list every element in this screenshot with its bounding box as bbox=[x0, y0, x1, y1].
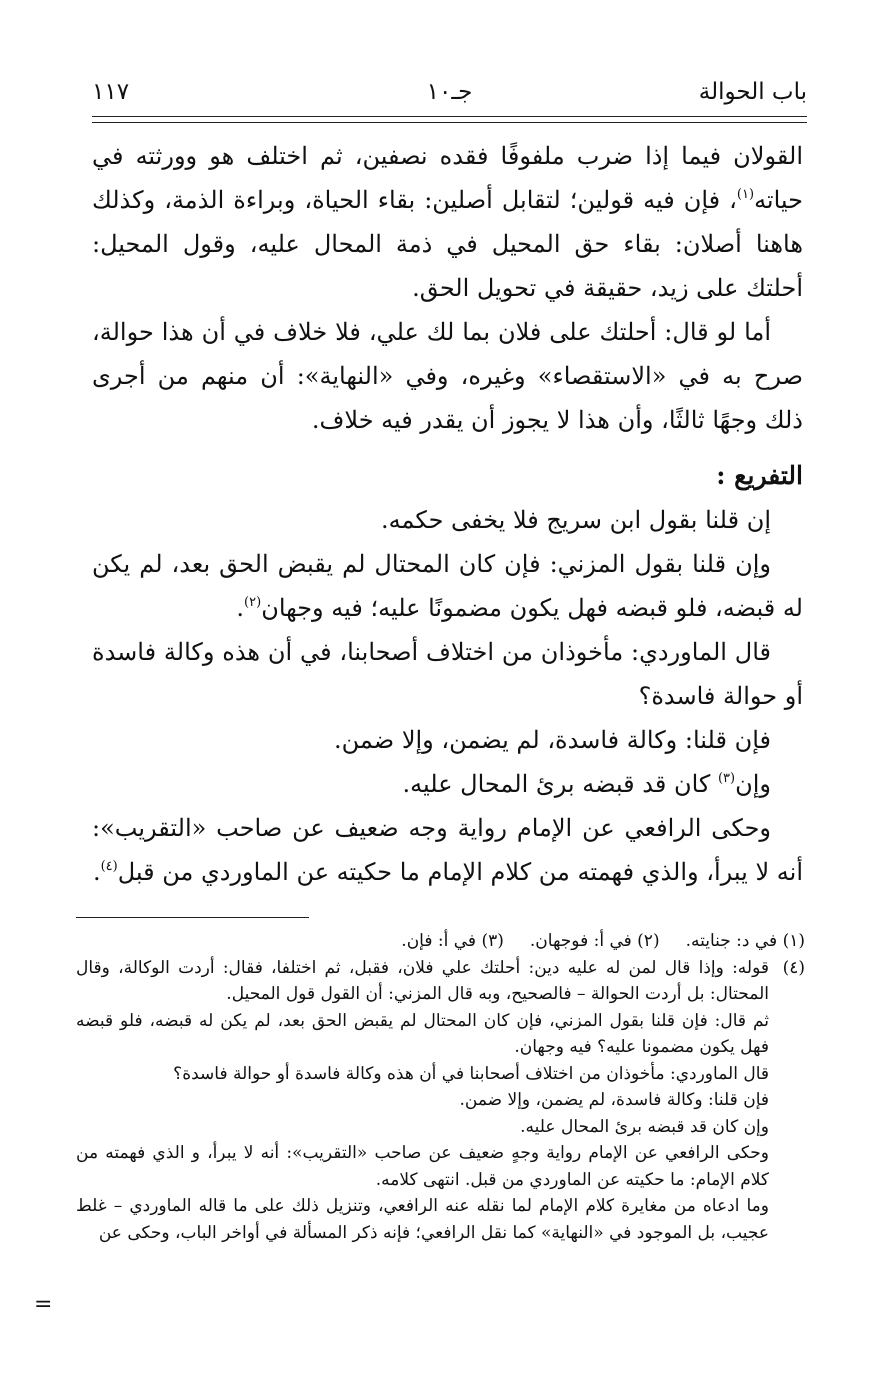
footnote-separator bbox=[76, 917, 309, 918]
footnote-2: (٢) في أ: فوجهان. bbox=[529, 931, 660, 951]
paragraph-2: أما لو قال: أحلتك على فلان بما لك علي، فلا خلاف في أن هذا حوالة، صرح به في «الاستقصاء» وغيره، وفي «النهاية»: أن منهم من أجرى ذلك وجهًا ثالثًا، وأن هذا لا يجوز أن يقدر فيه خلاف. bbox=[92, 318, 803, 434]
footnote-ref-3: (٣) bbox=[717, 771, 736, 786]
paragraph-6: فإن قلنا: وكالة فاسدة، لم يضمن، وإلا ضمن. bbox=[334, 726, 771, 754]
paragraph-4: وإن قلنا بقول المزني: فإن كان المحتال لم يقبض الحق بعد، لم يكن له قبضه، فلو قبضه فهل يكون مضمونًا عليه؛ فيه وجهان$^{(٢)}$. bbox=[92, 550, 803, 622]
continuation-mark: = bbox=[34, 1292, 53, 1317]
footnote-1: (١) في د: جنايته. bbox=[685, 931, 805, 951]
footnote-ref-1: (١) bbox=[736, 187, 755, 202]
volume-label: جـ١٠ bbox=[426, 79, 473, 105]
paragraph-7: وإن$^{(٣)}$ كان قد قبضه برئ المحال عليه. bbox=[402, 770, 771, 798]
paragraph-1: القولان فيما إذا ضرب ملفوفًا فقده نصفين، ثم اختلف هو وورثته في حياته$^{(١)}$، فإن فيه قولين؛ لتقابل أصلين: بقاء الحياة، وبراءة الذمة، وكذلك هاهنا أصلان: بقاء حق المحيل في ذمة المحال عليه، وقول المحيل: أحلتك على زيد، حقيقة في تحويل الحق. bbox=[92, 142, 804, 302]
main-text bbox=[92, 134, 803, 894]
header-rule-top bbox=[92, 116, 807, 117]
footnote-4: (٤) قوله: وإذا قال لمن له عليه دين: أحلتك علي فلان، فقبل، ثم اختلفا، فقال: أردت الوكالة، وقال المحتال: بل أردت الحوالة – فالصحيح، وبه قال المزني: أن القول قول المحيل. bbox=[76, 955, 805, 1008]
section-heading: التفريع : bbox=[716, 461, 803, 490]
footnote-ref-4: (٤) bbox=[100, 859, 118, 874]
footnote-4-line: وحكى الرافعي عن الإمام رواية وجهٍ ضعيف عن صاحب «التقريب»: أنه لا يبرأ، و الذي فهمته من كلام الإمام: ما حكيته عن الماوردي من قبل. انتهى كلامه. bbox=[76, 1143, 769, 1190]
footnote-ref-2: (٢) bbox=[244, 595, 262, 610]
footnotes bbox=[76, 928, 805, 1246]
paragraph-3: إن قلنا بقول ابن سريج فلا يخفى حكمه. bbox=[380, 506, 771, 534]
footnote-4-line: وإن كان قد قبضه برئ المحال عليه. bbox=[520, 1116, 769, 1137]
footnote-4-number: (٤) bbox=[782, 957, 805, 978]
paragraph-8: وحكى الرافعي عن الإمام رواية وجه ضعيف عن صاحب «التقريب»: أنه لا يبرأ، والذي فهمته من كلام الإمام ما حكيته عن الماوردي من قبل$^{(٤)}$. bbox=[92, 814, 803, 886]
paragraph-5: قال الماوردي: مأخوذان من اختلاف أصحابنا، في أن هذه وكالة فاسدة أو حوالة فاسدة؟ bbox=[92, 638, 803, 710]
footnote-row-1 bbox=[76, 928, 805, 955]
footnote-4-line: فإن قلنا: وكالة فاسدة، لم يضمن، وإلا ضمن. bbox=[459, 1090, 769, 1110]
running-header bbox=[92, 72, 807, 112]
footnote-3: (٣) في أ: فإن. bbox=[401, 931, 504, 951]
footnote-4-line: ثم قال: فإن قلنا بقول المزني، فإن كان المحتال لم يقبض الحق بعد، لم يكن له قبضه، فلو قبضه فهل يكون مضمونا عليه؟ فيه وجهان. bbox=[76, 1010, 769, 1057]
chapter-title: باب الحوالة bbox=[698, 79, 807, 105]
header-rule-bottom bbox=[92, 122, 807, 123]
footnote-4-line: وما ادعاه من مغايرة كلام الإمام لما نقله عنه الرافعي، وتنزيل ذلك على ما قاله الماوردي – غلط عجيب، بل الموجود في «النهاية» كما نقل الرافعي؛ فإنه ذكر المسألة في أواخر الباب، وحكى عن bbox=[76, 1196, 769, 1243]
footnote-4-line: قال الماوردي: مأخوذان من اختلاف أصحابنا في أن هذه وكالة فاسدة أو حوالة فاسدة؟ bbox=[173, 1063, 769, 1084]
page-number: ١١٧ bbox=[92, 79, 130, 105]
